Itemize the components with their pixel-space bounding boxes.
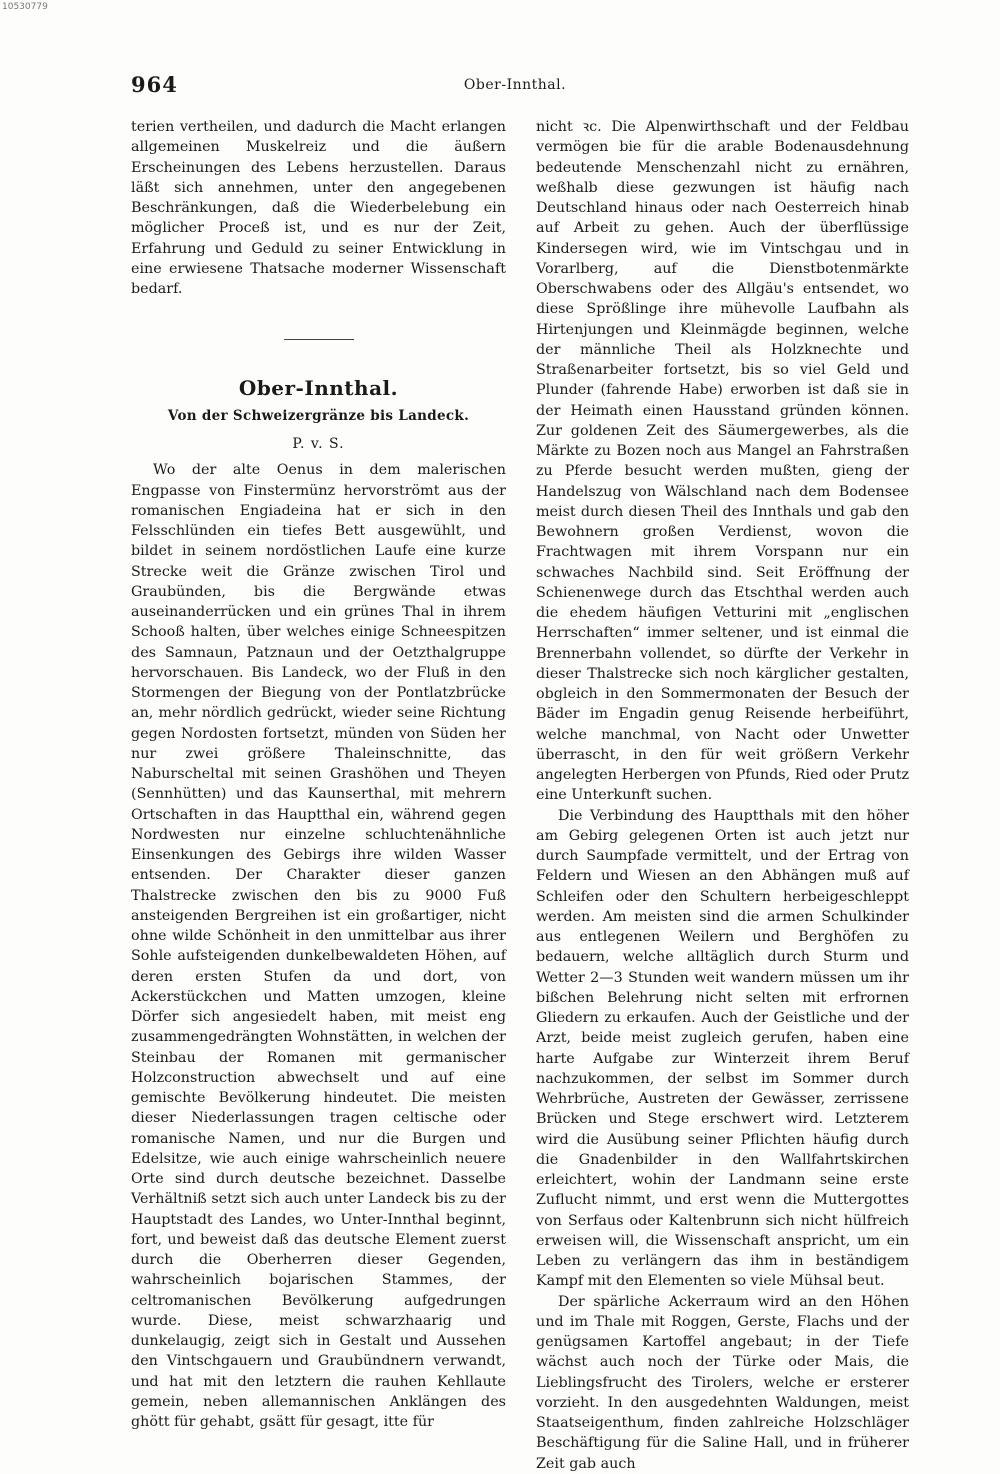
section-divider	[284, 339, 354, 340]
paragraph: nicht ꝛc. Die Alpenwirthschaft und der Feldbau vermögen bie für die arable Bodenausdehnung bedeutende Menschenzahl nicht zu ernähren, weßhalb diese gezwungen ist häufig nach Deutschland hinaus oder nach Oesterreich hinab auf Arbeit zu gehen. Auch der überflüssige Kindersegen wird, wie im Vintschgau und in Vorarlberg, auf die Dienstbotenmärkte Oberschwabens oder des Allgäu's entsendet, wo diese Sprößlinge ihre mühevolle Laufbahn als Hirtenjungen und Kleinmägde beginnen, welche der männliche Theil als Holzknechte und Straßenarbeiter fortsetzt, bis so viel Geld und Plunder (fahrende Habe) erworben ist daß sie in der Heimath einen Hausstand gründen können. Zur goldenen Zeit des Säumergewerbes, als die Märkte zu Bozen noch aus Mangel an Fahrstraßen zu Pferde besucht werden mußten, gieng der Handelszug von Wälschland nach dem Bodensee meist durch diesen Theil des Innthals und gab den Bewohnern großen Verdienst, wovon die Frachtwagen mit ihrem Vorspann nur ein schwaches Nachbild sind. Seit Eröffnung der Schienenwege durch das Etschthal werden auch die ehedem häufigen Vetturini mit „englischen Herrschaften“ immer seltener, und ist einmal die Brennerbahn vollendet, so dürfte der Verkehr in dieser Thalstrecke sich noch kärglicher gestalten, obgleich in den Sommermonaten der Besuch der Bäder im Engadin genug Reisende herbeiführt, welche manchmal, von Nacht oder Unwetter überrascht, in den für weit größern Verkehr angelegten Herbergen von Pfunds, Ried oder Prutz eine Unterkunft suchen.	[536, 119, 909, 804]
paragraph: Wo der alte Oenus in dem malerischen Engpasse von Finstermünz hervorströmt aus der romanischen Engiadeina hat er sich in den Felsschlünden ein tiefes Bett ausgewühlt, und bildet in seinem nordöstlichen Laufe eine kurze Strecke weit die Gränze zwischen Tirol und Graubünden, bis die Bergwände etwas auseinanderrücken und ein grünes Thal in ihrem Schooß halten, über welches einige Schneespitzen des Samnaun, Patznaun und der Oetzthalgruppe hervorschauen. Bis Landeck, wo der Fluß in den Stormengen der Biegung von der Pontlatzbrücke an, mehr nördlich gedrückt, wieder seine Richtung gegen Nordosten fortsetzt, münden von Süden her nur zwei größere Thaleinschnitte, das Naburscheltal mit seinen Grashöhen und Theyen (Sennhütten) und das Kaunserthal, mit mehrern Ortschaften in das Hauptthal ein, während gegen Nordwesten nur einzelne schluchtenähnliche Einsenkungen des Gebirgs ihre wilden Wasser entsenden. Der Charakter dieser ganzen Thalstrecke zwischen den bis zu 9000 Fuß ansteigenden Bergreihen ist ein großartiger, nicht ohne wilde Schönheit in den unmittelbar aus ihrer Sohle aufsteigenden dunkelbewaldeten Höhen, auf deren ersten Stufen da und dort, von Ackerstückchen und Matten umzogen, kleine Dörfer sich angesiedelt haben, mit meist eng zusammengedrängten Wohnstätten, in welchen der Steinbau der Romanen mit germanischer Holzconstruction abwechselt und auf eine gemischte Bevölkerung hindeutet. Die meisten dieser Niederlassungen tragen celtische oder romanische Namen, und nur die Burgen und Edelsitze, wie auch einige wahrscheinlich neuere Orte sind durch deutsche bezeichnet. Dasselbe Verhältniß setzt sich auch unter Landeck bis zu der Hauptstadt des Landes, wo Unter-Innthal beginnt, fort, und beweist daß das deutsche Element zuerst durch die Oberherren dieser Gegenden, wahrscheinlich bojarischen Stammes, der celtromanischen Bevölkerung aufgedrungen wurde. Diese, meist schwarzhaarig und dunkelaugig, zeigt sich in Gestalt und Aussehen den Vintschgauern und Graubündnern verwandt, und hat mit den letztern die rauhen Kehllaute gemein, neben allemannischen Anklängen des ghött für gehabt, gsätt für gesagt, itte für	[131, 462, 506, 1430]
right-column	[536, 117, 909, 1474]
paragraph: Der spärliche Ackerraum wird an den Höhen und im Thale mit Roggen, Gerste, Flachs und der genügsamen Kartoffel angebaut; in der Tiefe wächst auch noch der Türke oder Mais, die Lieblingsfrucht des Tirolers, welche er ersterer vorzieht. In den ausgedehnten Waldungen, meist Staatseigenthum, finden zahlreiche Holzschläger Beschäftigung für die Saline Hall, und in früherer Zeit gab auch	[536, 1293, 909, 1472]
section-subtitle: Von der Schweizergränze bis Landeck.	[167, 408, 470, 425]
section-title: Ober-Innthal.	[238, 376, 399, 401]
running-title: Ober-Innthal.	[463, 77, 567, 93]
section-author: P. v. S.	[292, 436, 345, 453]
left-column	[131, 117, 506, 1432]
scan-id: 10530779	[2, 2, 48, 12]
page-number: 964	[131, 72, 178, 97]
continued-paragraph: terien vertheilen, und dadurch die Macht erlangen allgemeinen Muskelreiz und die äußern Erscheinungen des Lebens herzustellen. Daraus läßt sich annehmen, unter den angegebenen Beschränkungen, daß die Wiederbelebung ein möglicher Proceß ist, und es nur der Zeit, Erfahrung und Geduld zu seiner Entwicklung in eine erwiesene Thatsache moderner Wissenschaft bedarf.	[131, 119, 506, 297]
paragraph: Die Verbindung des Hauptthals mit den höher am Gebirg gelegenen Orten ist auch jetzt nur durch Saumpfade vermittelt, und der Ertrag von Feldern und Wiesen an den Abhängen muß auf Schleifen oder den Schultern herbeigeschleppt werden. Am meisten sind die armen Schulkinder aus entlegenen Weilern und Berghöfen zu bedauern, welche alltäglich durch Sturm und Wetter 2—3 Stunden weit wandern müssen um ihr bißchen Belehrung nicht selten mit erfrornen Gliedern zu erkaufen. Auch der Geistliche und der Arzt, beide meist zugleich gerufen, haben eine harte Aufgabe zur Winterzeit ihrem Beruf nachzukommen, der selbst im Sommer durch Wehrbrüche, Austreten der Gewässer, zerrissene Brücken und Stege erschwert wird. Letzterem wird die Ausübung seiner Pflichten häufig durch die Gnadenbilder in den Wallfahrtskirchen erleichtert, wohin der Landmann seine erste Zuflucht nimmt, und erst wenn die Muttergottes von Serfaus oder Kaltenbrunn sich nicht hülfreich erweisen will, die Wissenschaft anspricht, um ein Leben zu verlängern das ihm in beständigem Kampf mit den Elementen so viele Mühsal beut.	[536, 807, 909, 1290]
